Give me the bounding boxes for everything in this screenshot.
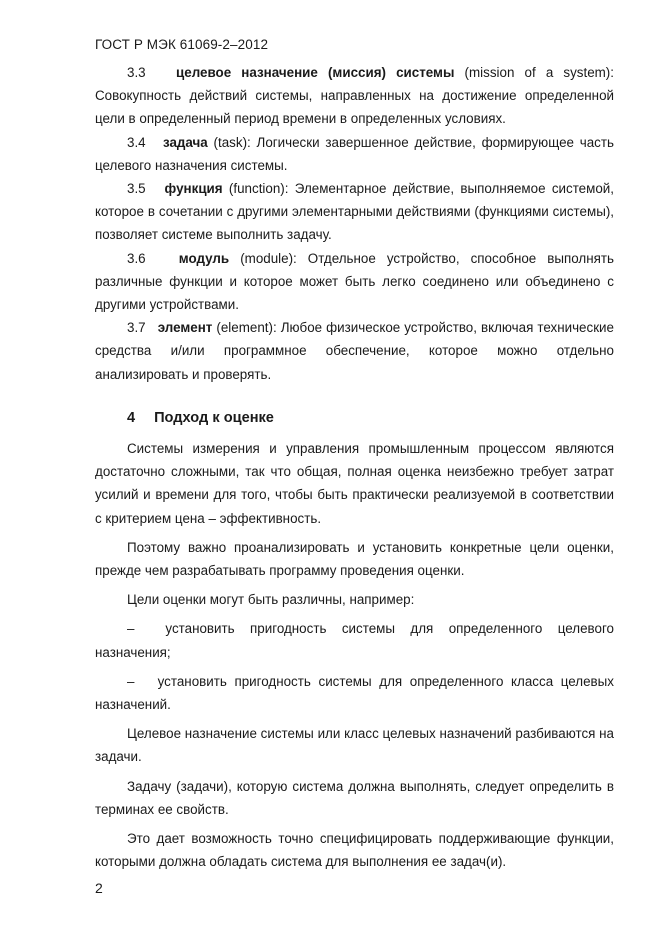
list-dash: – [127,673,135,689]
definition-3-5 [95,177,614,247]
definition-text: (function): Элементарное действие, выполняемое системой, которое в сочетании с другими элементарными действиями (функциями системы), позволяет системе выполнить задачу. [95,181,614,243]
definition-text: (module): Отдельное устройство, способное выполнять различные функции и которое может быть легко соединено или объединено с другими устройствами. [95,250,614,313]
definition-number: 3.5 [127,181,146,197]
definition-text: (element): Любое физическое устройство, включая технические средства и/или программное обеспечение, которое можно отдельно анализировать и проверять. [95,320,614,382]
definition-text: (mission of a system): Совокупность действий системы, направленных на достижение определенной цели в определенный период времени в определенных условиях. [95,65,614,127]
definition-term: задача [162,134,208,150]
paragraph: Системы измерения и управления промышленным процессом являются достаточно сложными, так что общая, полная оценка неизбежно требует затрат усилий и времени для того, чтобы быть практически реализуемой в соответствии с критерием цена – эффективность. [95,441,614,526]
definition-term: модуль [178,250,230,266]
definition-number: 3.3 [127,65,146,80]
definition-3-4 [95,131,614,177]
definition-3-7 [95,316,614,386]
document-header: ГОСТ Р МЭК 61069-2–2012 [95,37,269,52]
definition-number: 3.4 [127,134,146,150]
definition-text: (task): Логически завершенное действие, формирующее часть целевого назначения системы. [95,134,614,173]
section-title: Подход к оценке [154,409,274,426]
definition-3-6 [95,247,614,317]
paragraph: Цели оценки могут быть различны, например: [127,592,415,608]
page-number: 2 [95,880,103,896]
definition-3-3 [95,61,614,131]
list-item-text: установить пригодность системы для определенного класса целевых назначений. [95,673,614,713]
list-item-text: установить пригодность системы для определенного целевого назначения; [95,621,614,660]
paragraph: Задачу (задачи), которую система должна выполнять, следует определить в терминах ее свойств. [95,778,614,817]
paragraph: Это дает возможность точно специфицировать поддерживающие функции, которыми должна обладать система для выполнения ее задач(и). [95,831,614,870]
definition-term: функция [164,181,223,197]
definition-number: 3.6 [127,250,146,266]
definition-term: целевое назначение (миссия) системы [176,65,455,80]
paragraph: Целевое назначение системы или класс целевых назначений разбиваются на задачи. [95,726,614,765]
document-body [95,61,614,874]
list-dash: – [127,621,135,637]
definition-number: 3.7 [127,320,146,336]
list-item [95,617,614,663]
paragraph: Поэтому важно проанализировать и установить конкретные цели оценки, прежде чем разрабатывать программу проведения оценки. [95,539,614,579]
section-heading [95,407,614,430]
definition-term: элемент [157,320,213,336]
section-number: 4 [127,409,136,426]
list-item [95,670,614,716]
